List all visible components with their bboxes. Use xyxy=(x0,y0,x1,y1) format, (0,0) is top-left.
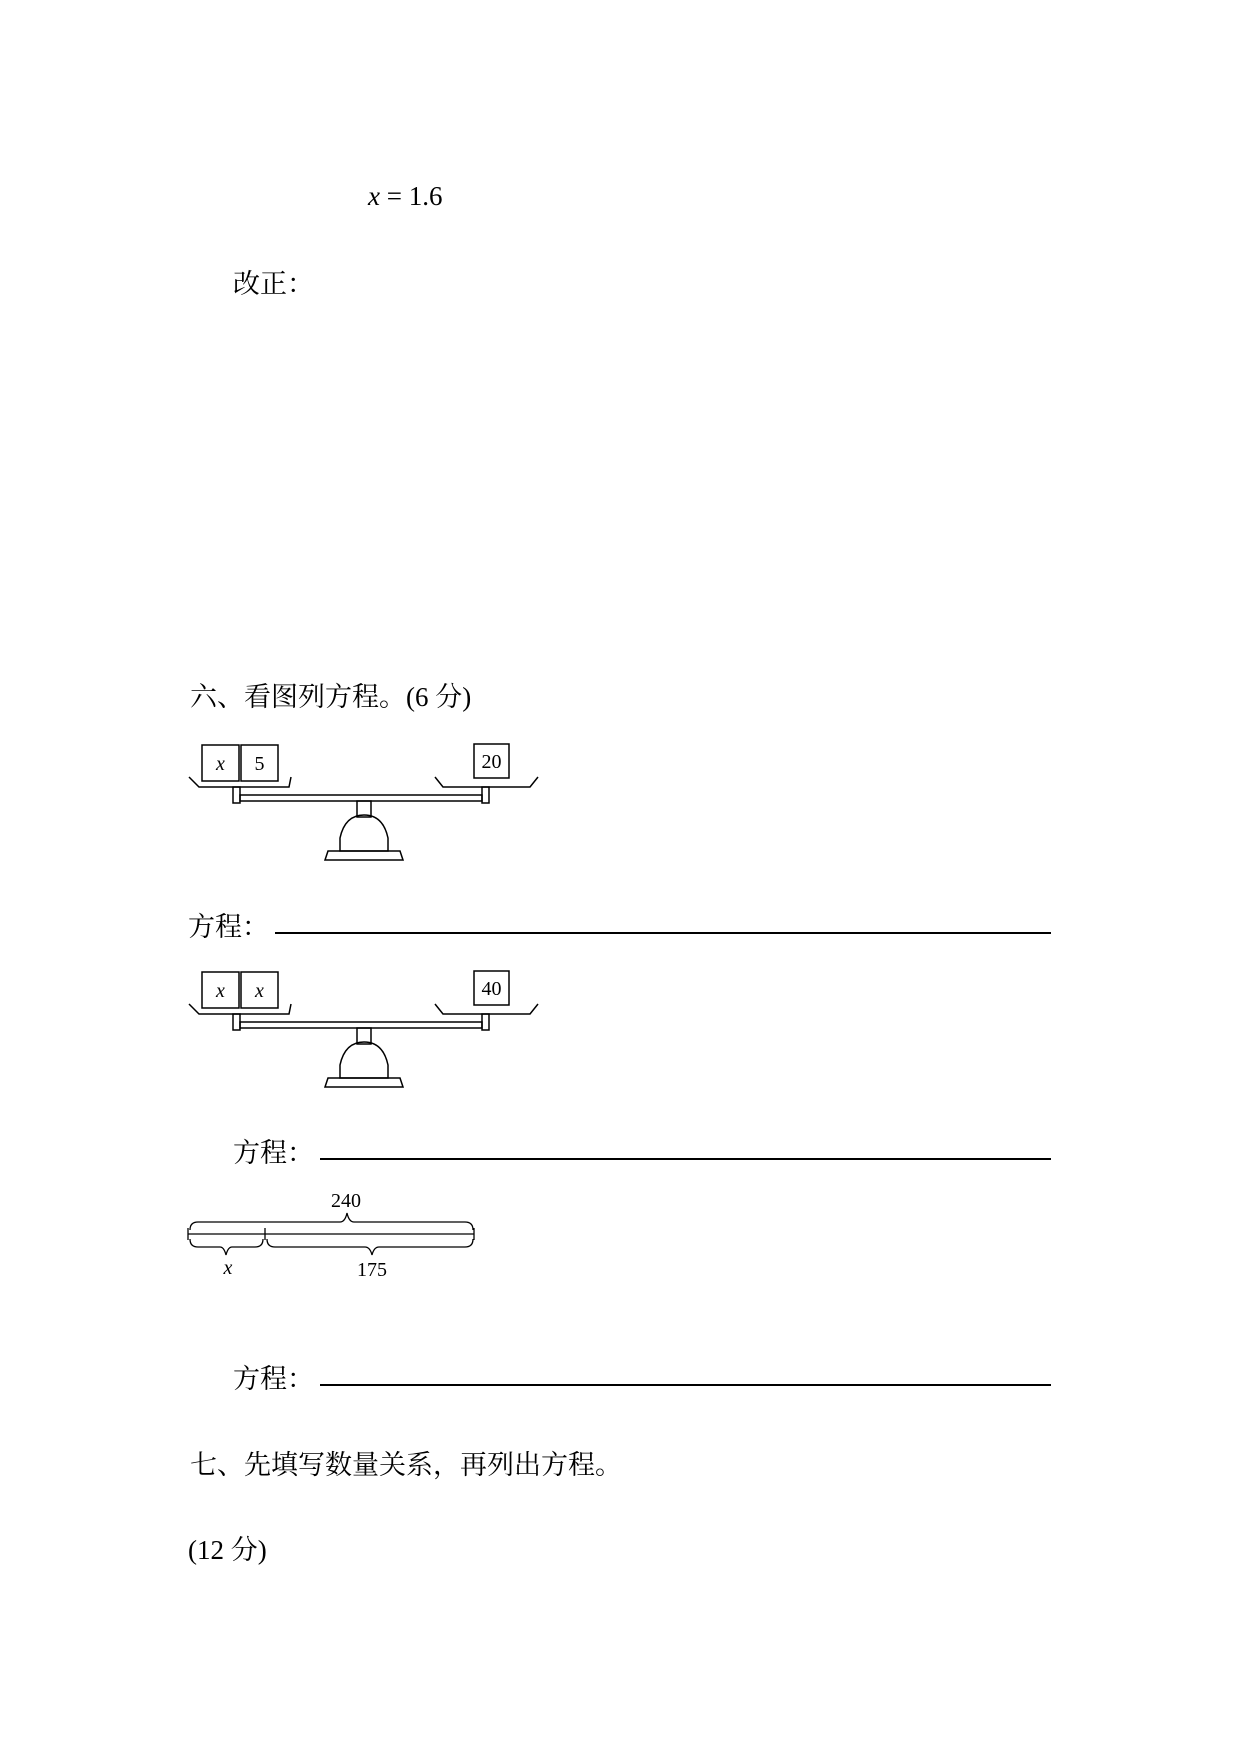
segment-total-label: 240 xyxy=(331,1190,361,1212)
section7-title: 七、先填写数量关系，再列出方程。 xyxy=(190,1450,622,1481)
correction-label: 改正： xyxy=(233,269,314,300)
equation-label-3: 方程： xyxy=(233,1364,314,1395)
section7-score: (12 分) xyxy=(188,1535,267,1565)
equation-answer-line-3[interactable] xyxy=(320,1384,1051,1386)
bottom-brace-x xyxy=(190,1239,263,1255)
segment-x-label: x xyxy=(223,1257,233,1279)
equation-answer-line-1[interactable] xyxy=(275,932,1051,934)
section6-title-text: 六、看图列方程。 xyxy=(190,682,406,713)
balance1-box-left-1-label: x xyxy=(216,753,225,775)
balance2-left-pan xyxy=(189,1004,291,1014)
section6-score: (6 分) xyxy=(406,682,472,712)
bottom-brace-175 xyxy=(267,1239,473,1255)
balance-diagram-1 xyxy=(185,740,545,865)
segment-diagram xyxy=(180,1185,480,1295)
solution-variable: x xyxy=(368,181,380,211)
segment-175-label: 175 xyxy=(357,1259,387,1281)
equation-label-1: 方程： xyxy=(188,912,269,943)
equation-answer-line-2[interactable] xyxy=(320,1158,1051,1160)
balance-diagram-2 xyxy=(185,967,545,1092)
balance2-box-right-label: 40 xyxy=(481,978,502,1000)
solution-value: = 1.6 xyxy=(379,181,443,211)
balance1-left-pan xyxy=(189,777,291,787)
section6-title xyxy=(190,675,471,714)
balance1-box-left-2-label: 5 xyxy=(254,753,265,775)
balance2-box-left-2-label: x xyxy=(255,980,264,1002)
solution-line xyxy=(368,181,442,212)
equation-label-2: 方程： xyxy=(233,1138,314,1169)
top-brace xyxy=(190,1213,473,1230)
balance1-box-right-label: 20 xyxy=(481,751,502,773)
balance2-box-left-1-label: x xyxy=(216,980,225,1002)
